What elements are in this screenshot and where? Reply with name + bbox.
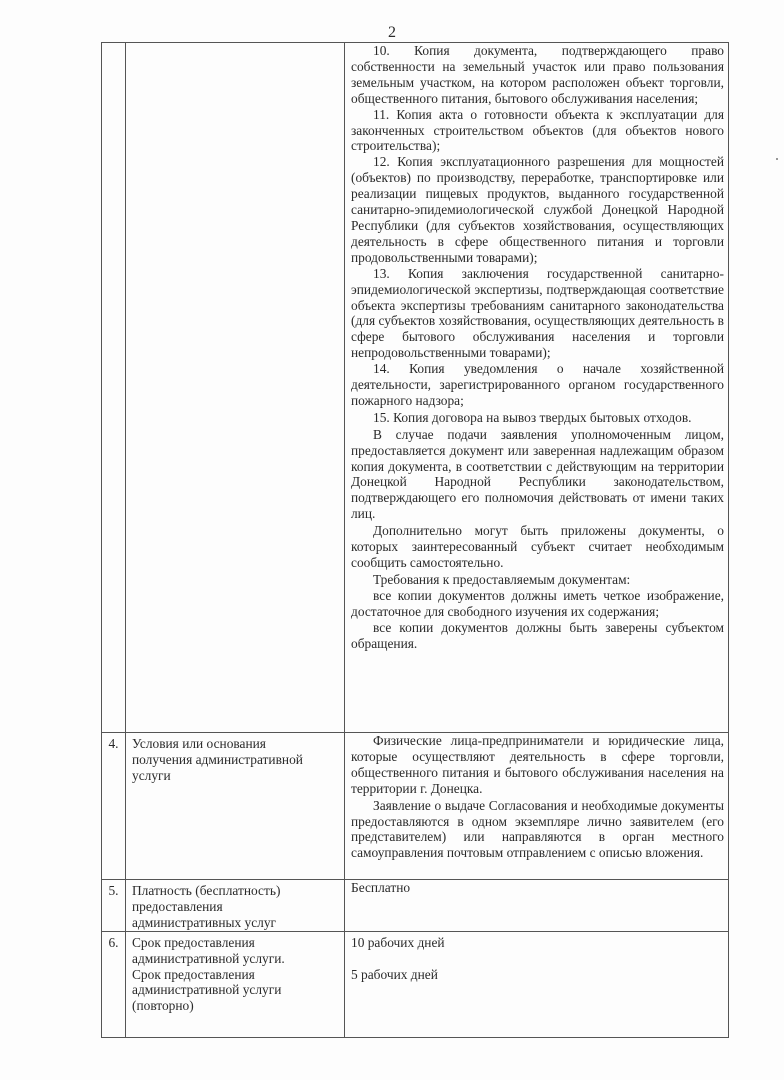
row-number-cell: 5. (102, 880, 126, 932)
row-label-cell (126, 931, 345, 1037)
document-table (101, 42, 729, 1038)
document-item-15: 15. Копия договора на вывоз твердых бытовых отходов. (373, 409, 692, 425)
row-label-cell (126, 733, 345, 880)
document-item-14: 14. Копия уведомления о начале хозяйственной деятельности, зарегистрированного органом государственного пожарного надзора; (351, 361, 724, 408)
document-item-13: 13. Копия заключения государственной санитарно-эпидемиологической экспертизы, подтверждающая соответствие объекта экспертизы требованиям санитарного законодательства (для субъектов хозяйствования, осуществляющих деятельность в сфере бытового обслуживания населения и торговли непродовольственными товарами); (351, 265, 724, 361)
requirement-item-2: все копии документов должны быть заверены субъектом обращения. (351, 619, 724, 651)
page-number: 2 (388, 24, 396, 41)
row-label-text: Условия или основания получения административной услуги (132, 736, 303, 783)
table-row-6 (102, 931, 729, 1037)
document-item-12: 12. Копия эксплуатационного разрешения для мощностей (объектов) по производству, переработке, транспортировке или реализации пищевых продуктов, выданного государственной санитарно-эпидемиологической службой Донецкой Народной Республики (для субъектов хозяйствования, осуществляющих деятельность в сфере общественного питания и торговли продовольственными товарами); (351, 154, 724, 265)
row-number-cell: 4. (102, 733, 126, 880)
term-repeat-value: 5 рабочих дней (351, 966, 438, 982)
row-label-cell (126, 43, 345, 733)
fee-value: Бесплатно (351, 880, 411, 895)
eligible-applicants-paragraph: Физические лица-предприниматели и юридические лица, которые осуществляют деятельность в сфере торговли, общественного питания и бытового обслуживания населения на территории г. Донецка. (351, 733, 724, 796)
scan-artifact-dot (776, 158, 778, 160)
row-value-cell (345, 43, 729, 733)
term-repeat-label: Срок предоставления административной услуги (повторно) (132, 966, 282, 1014)
row-label-cell (126, 880, 345, 932)
document-item-10: 10. Копия документа, подтверждающего право собственности на земельный участок или право пользования земельным участком, на котором расположен объект торговли, общественного питания, бытового обслуживания населения; (351, 43, 724, 106)
row-value-cell (345, 880, 729, 932)
authorized-person-paragraph: В случае подачи заявления уполномоченным лицом, предоставляется документ или заверенная надлежащим образом копия документа, в соответствии с действующим на территории Донецкой Народной Республики законодательством, подтверждающего его полномочия действовать от имени таких лиц. (351, 426, 724, 522)
row-number-cell (102, 43, 126, 733)
row-label-text: Платность (бесплатность) предоставления административных услуг (132, 883, 281, 930)
term-value: 10 рабочих дней (351, 934, 445, 950)
table-row-4 (102, 733, 729, 880)
table-row-continuation (102, 43, 729, 733)
row-value-cell (345, 931, 729, 1037)
row-value-cell (345, 733, 729, 880)
term-label: Срок предоставления административной услуги. (132, 934, 285, 966)
table-row-5 (102, 880, 729, 932)
additional-documents-paragraph: Дополнительно могут быть приложены документы, о которых заинтересованный субъект считает необходимым сообщить самостоятельно. (351, 523, 724, 570)
row-number-cell: 6. (102, 931, 126, 1037)
document-item-11: 11. Копия акта о готовности объекта к эксплуатации для законченных строительством объектов (для объектов нового строительства); (351, 106, 724, 154)
requirement-item-1: все копии документов должны иметь четкое изображение, достаточное для свободного изучения их содержания; (351, 587, 724, 619)
requirements-heading: Требования к предоставляемым документам: (373, 571, 631, 587)
submission-method-paragraph: Заявление о выдаче Согласования и необходимые документы предоставляются в одном экземпляре лично заявителем (его представителем) или направляются в орган местного самоуправления почтовым отправлением с описью вложения. (351, 797, 724, 861)
